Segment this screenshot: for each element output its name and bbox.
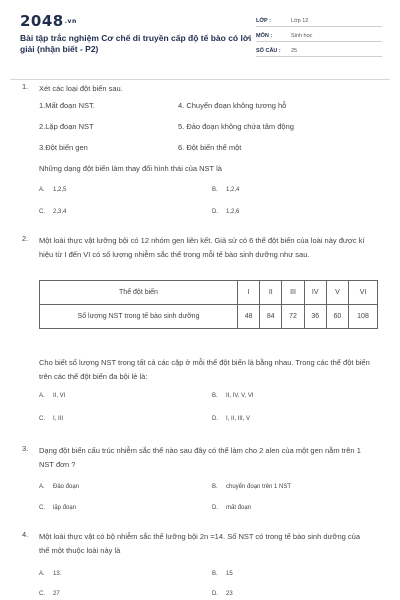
option-text: 2,3,4 bbox=[53, 209, 67, 215]
q3-option-a[interactable] bbox=[39, 484, 79, 490]
option-letter: A. bbox=[39, 571, 45, 577]
q2-option-a[interactable] bbox=[39, 393, 65, 399]
option-letter: D. bbox=[212, 209, 218, 215]
table-cell: II bbox=[260, 281, 282, 305]
info-value: 25 bbox=[291, 48, 298, 54]
table-cell: 84 bbox=[260, 305, 282, 329]
table-cell: Thể đột biến bbox=[40, 281, 238, 305]
option-text: mất đoạn bbox=[226, 505, 252, 511]
option-text: Đảo đoạn bbox=[53, 484, 80, 490]
table-cell: 108 bbox=[349, 305, 378, 329]
option-letter: A. bbox=[39, 393, 45, 399]
option-letter: B. bbox=[212, 571, 218, 577]
option-letter: B. bbox=[212, 187, 218, 193]
option-letter: C. bbox=[39, 505, 45, 511]
option-text: 23 bbox=[226, 591, 233, 597]
option-text: I, II, III, V bbox=[226, 416, 251, 422]
question-number: 2. bbox=[22, 234, 29, 243]
q2-option-d[interactable] bbox=[212, 416, 250, 422]
document-title: Bài tập trắc nghiệm Cơ chế di truyền cấp độ tế bào có lời giải (nhận biết - P2) bbox=[20, 33, 252, 54]
option-text: lặp đoạn bbox=[53, 505, 77, 511]
option-text: 1,2,5 bbox=[53, 187, 67, 193]
option-letter: B. bbox=[212, 484, 218, 490]
table-cell: I bbox=[238, 281, 260, 305]
table-row bbox=[40, 305, 378, 329]
table-cell: VI bbox=[349, 281, 378, 305]
option-letter: A. bbox=[39, 484, 45, 490]
q3-option-b[interactable] bbox=[212, 484, 291, 490]
info-row-count bbox=[256, 42, 382, 57]
info-value: Sinh học bbox=[291, 33, 313, 39]
q4-option-a[interactable] bbox=[39, 571, 61, 577]
table-header-row bbox=[40, 281, 378, 305]
q1-option-d[interactable] bbox=[212, 209, 239, 215]
option-letter: C. bbox=[39, 416, 45, 422]
option-letter: D. bbox=[212, 591, 218, 597]
option-letter: B. bbox=[212, 393, 218, 399]
option-text: 27 bbox=[53, 591, 60, 597]
option-letter: A. bbox=[39, 187, 45, 193]
table-cell: 48 bbox=[238, 305, 260, 329]
q1-option-a[interactable] bbox=[39, 187, 66, 193]
option-letter: C. bbox=[39, 209, 45, 215]
q1-item-4: 4. Chuyển đoạn không tương hỗ bbox=[178, 101, 287, 110]
q1-item-1: 1.Mất đoạn NST. bbox=[39, 101, 95, 110]
q1-item-2: 2.Lặp đoạn NST bbox=[39, 122, 94, 131]
option-letter: D. bbox=[212, 505, 218, 511]
table-cell: Số lượng NST trong tế bào sinh dưỡng bbox=[40, 305, 238, 329]
question-number: 4. bbox=[22, 530, 29, 539]
info-panel bbox=[256, 12, 382, 57]
document-header bbox=[20, 12, 382, 76]
q3-option-c[interactable] bbox=[39, 505, 76, 511]
q2-option-b[interactable] bbox=[212, 393, 254, 399]
question-number: 1. bbox=[22, 82, 29, 91]
question-text: Xét các loại đột biến sau. bbox=[39, 84, 123, 93]
q4-option-d[interactable] bbox=[212, 591, 233, 597]
q1-option-c[interactable] bbox=[39, 209, 66, 215]
option-text: 1,2,4 bbox=[226, 187, 240, 193]
info-value: Lớp 12 bbox=[291, 18, 309, 24]
header-divider bbox=[10, 79, 390, 80]
q1-item-6: 6. Đột biến thể một bbox=[178, 143, 242, 152]
info-key: SỐ CÂU : bbox=[256, 48, 281, 54]
mutation-table bbox=[39, 280, 378, 329]
q1-item-5: 5. Đảo đoạn không chứa tâm động bbox=[178, 122, 294, 131]
info-row-subject bbox=[256, 27, 382, 42]
question-text: Dạng đột biến cấu trúc nhiễm sắc thể nào sau đây có thể làm cho 2 alen của một gen nằm trên 1 NST đơn ? bbox=[39, 446, 361, 469]
table-cell: 36 bbox=[304, 305, 326, 329]
info-key: MÔN : bbox=[256, 33, 273, 39]
logo-text: 2048 bbox=[20, 12, 64, 30]
option-text: 13. bbox=[53, 571, 62, 577]
option-text: 15 bbox=[226, 571, 233, 577]
info-key: LỚP : bbox=[256, 18, 271, 24]
q1-item-3: 3.Đột biến gen bbox=[39, 143, 88, 152]
q2-option-c[interactable] bbox=[39, 416, 63, 422]
option-text: chuyển đoạn trên 1 NST bbox=[226, 484, 292, 490]
q4-option-c[interactable] bbox=[39, 591, 60, 597]
q1-question: Những dạng đột biến làm thay đổi hình thái của NST là bbox=[39, 164, 222, 173]
q4-option-b[interactable] bbox=[212, 571, 233, 577]
option-text: I, III bbox=[53, 416, 64, 422]
logo-suffix: .vn bbox=[64, 18, 77, 25]
option-text: II, IV, V, VI bbox=[226, 393, 254, 399]
question-text: Một loài thực vật có bộ nhiễm sắc thể lưỡng bội 2n =14. Số NST có trong tế bào sinh dưỡng của thể một thuộc loài này là bbox=[39, 532, 360, 555]
q1-option-b[interactable] bbox=[212, 187, 239, 193]
option-letter: C. bbox=[39, 591, 45, 597]
table-cell: 72 bbox=[282, 305, 304, 329]
question-number: 3. bbox=[22, 444, 29, 453]
table-cell: V bbox=[326, 281, 348, 305]
q3-option-d[interactable] bbox=[212, 505, 251, 511]
table-cell: III bbox=[282, 281, 304, 305]
table-cell: 60 bbox=[326, 305, 348, 329]
option-text: 1,2,6 bbox=[226, 209, 240, 215]
option-text: II, VI bbox=[53, 393, 66, 399]
site-logo[interactable] bbox=[20, 12, 77, 30]
table-cell: IV bbox=[304, 281, 326, 305]
option-letter: D. bbox=[212, 416, 218, 422]
question-text: Một loài thực vật lưỡng bội có 12 nhóm gen liên kết. Giả sử có 6 thể đột biến của loài này được kí hiệu từ I đến VI có số lượng nhiễm sắc thể trong mỗi tế bào sinh dưỡng như sau. bbox=[39, 236, 365, 259]
info-row-class bbox=[256, 12, 382, 27]
q2-question: Cho biết số lượng NST trong tất cả các cặp ở mỗi thể đột biến là bằng nhau. Trong các thể đột biến trên các thể đột biến đa bội lẻ là: bbox=[39, 358, 370, 381]
